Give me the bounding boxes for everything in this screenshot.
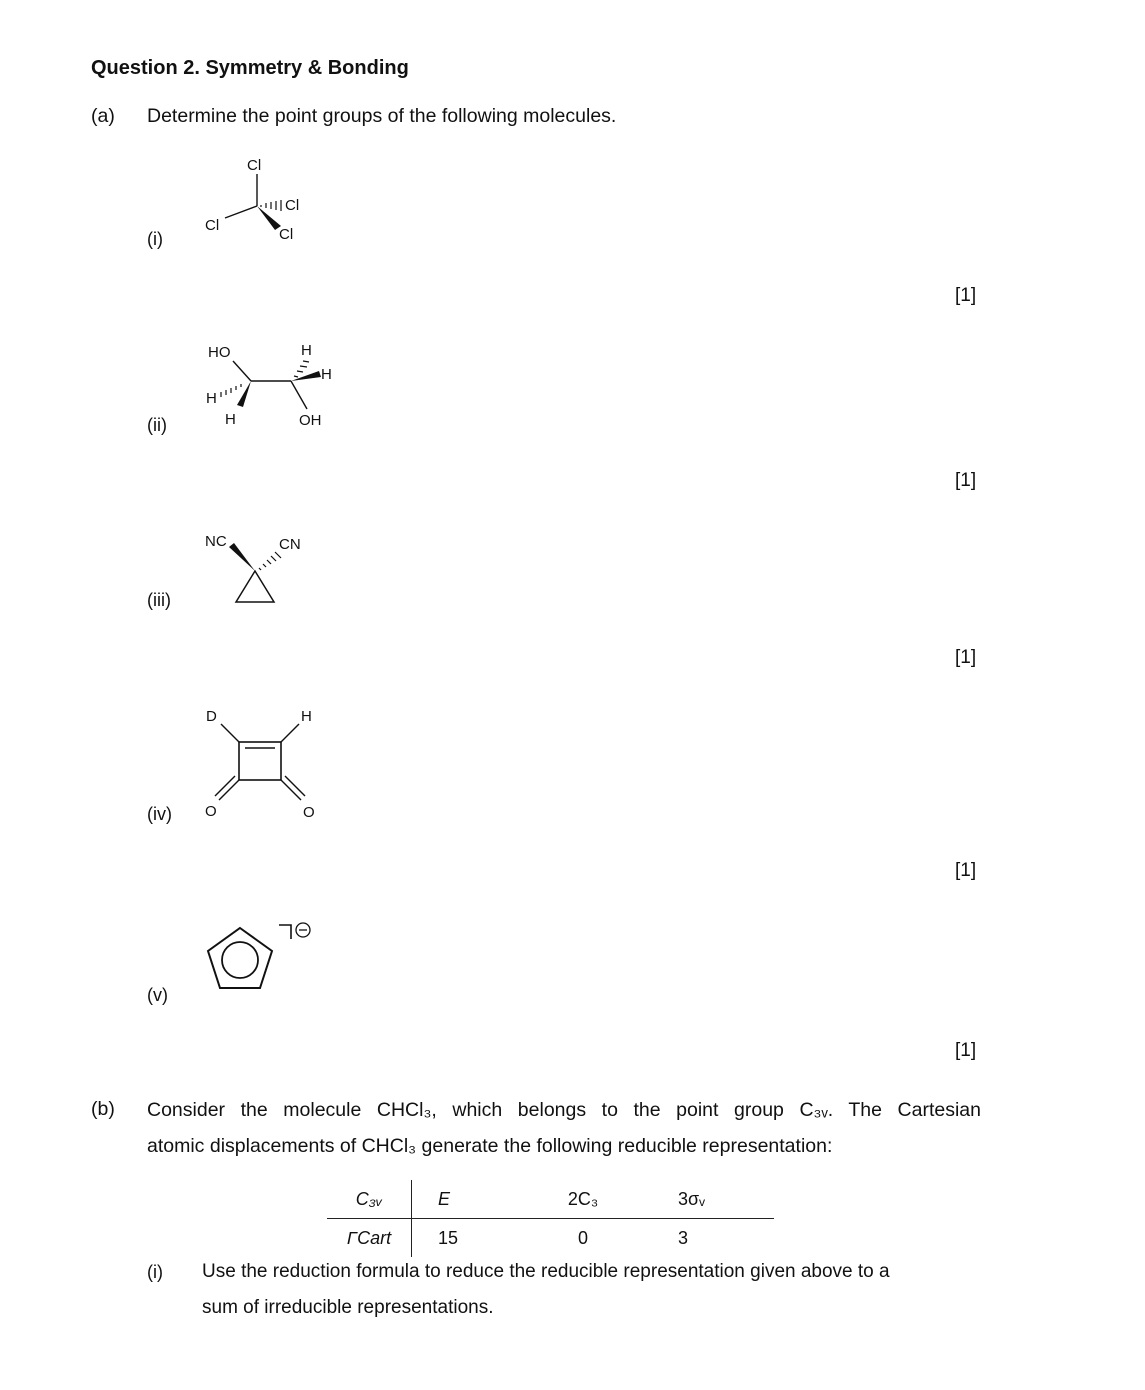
atom-label: OH [299, 412, 322, 429]
mark-v: [1] [955, 1040, 977, 1061]
table-cell-e: 15 [438, 1227, 459, 1248]
table-cell-3sigma: 3 [678, 1227, 689, 1248]
structure-cyclopentadienide [195, 915, 335, 1005]
part-b-sub-i-line1: Use the reduction formula to reduce the reducible representation given above to a [202, 1261, 890, 1282]
table-header-e: E [412, 1180, 519, 1219]
atom-label: Cl [285, 197, 300, 214]
structure-cyclopropane [195, 525, 335, 615]
structure-ccl4 [195, 150, 325, 250]
atom-label: H [225, 411, 236, 428]
table-header-3sigma: 3σᵥ [648, 1180, 774, 1219]
question-title: Question 2. Symmetry & Bonding [91, 57, 409, 79]
part-a-label: (a) [91, 105, 115, 127]
part-b-line1: Consider the molecule CHCl₃, which belongs to the point group C₃ᵥ. The Cartesian [147, 1099, 981, 1121]
table-row-gamma-cart: ΓCart [327, 1219, 412, 1258]
atom-label: Cl [247, 157, 262, 174]
atom-label: O [303, 804, 315, 821]
atom-label: Cl [279, 226, 294, 243]
mark-iii: [1] [955, 647, 977, 668]
table-header-point-group: C₃ᵥ [327, 1180, 412, 1219]
part-a-prompt: Determine the point groups of the following molecules. [147, 105, 617, 127]
item-i-label: (i) [147, 229, 163, 249]
mark-ii: [1] [955, 470, 977, 491]
part-b-label: (b) [91, 1098, 115, 1120]
structure-diol [195, 335, 345, 435]
item-iv-label: (iv) [147, 804, 172, 824]
mark-i: [1] [955, 285, 977, 306]
atom-label: NC [205, 533, 227, 550]
table-cell-2c3: 0 [577, 1227, 588, 1248]
mark-iv: [1] [955, 860, 977, 881]
atom-label: H [301, 708, 312, 725]
atom-label: D [206, 708, 217, 725]
part-b-sub-i-line2: sum of irreducible representations. [202, 1297, 494, 1318]
table-header-2c3: 2C₃ [518, 1180, 648, 1219]
part-b-sub-i-label: (i) [147, 1262, 163, 1282]
atom-label: H [206, 390, 217, 407]
atom-label: CN [279, 536, 301, 553]
atom-label: Cl [205, 217, 220, 234]
atom-label: H [321, 366, 332, 383]
atom-label: HO [208, 344, 231, 361]
atom-label: O [205, 803, 217, 820]
item-ii-label: (ii) [147, 415, 167, 435]
item-iii-label: (iii) [147, 590, 171, 610]
part-b-line2: atomic displacements of CHCl₃ generate the following reducible representation: [147, 1135, 833, 1157]
item-v-label: (v) [147, 985, 168, 1005]
structure-cyclobutenedione [195, 700, 335, 825]
atom-label: H [301, 342, 312, 359]
character-table [327, 1180, 774, 1257]
